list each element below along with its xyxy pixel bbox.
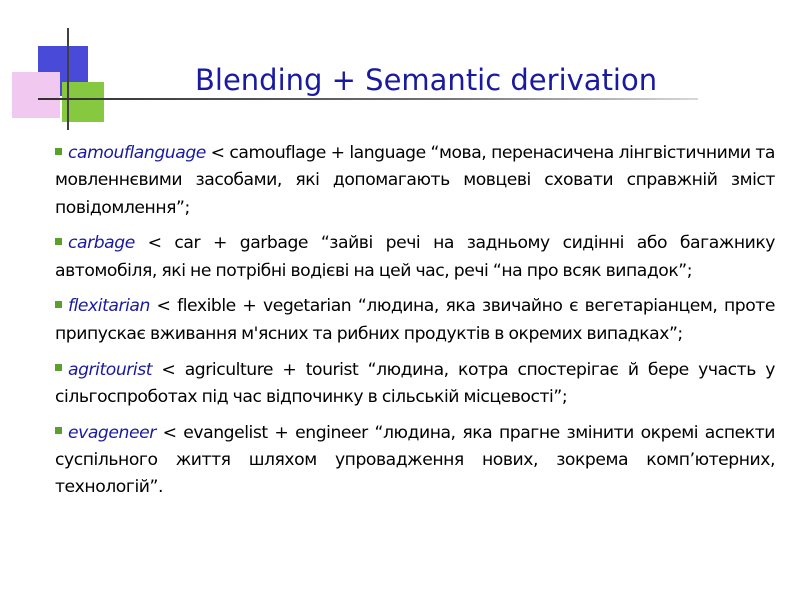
term: flexitarian	[68, 296, 150, 317]
bullet-icon	[55, 301, 62, 308]
bullet-icon	[55, 238, 62, 245]
definition: < car + garbage “зайві речі на задньому сидінні або багажнику автомобіля, які не потрібні водієві на цей час, речі “на про всяк випадок”;	[55, 233, 775, 281]
bullet-icon	[55, 427, 62, 434]
list-item	[55, 420, 775, 502]
definition: < agriculture + tourist “людина, котра спостерігає й бере участь у сільгоспроботах під час відпочинку в сільській місцевості”;	[55, 359, 775, 407]
list-item	[55, 293, 775, 348]
decorative-pink-square	[12, 72, 60, 118]
list-item	[55, 140, 775, 222]
term: evageneer	[68, 422, 156, 443]
bullet-list	[55, 140, 775, 510]
definition: < evangelist + engineer “людина, яка прагне змінити окремі аспекти суспільного життя шляхом упровадження нових, зокрема комп’ютерних, технологій”.	[55, 422, 775, 498]
slide-title: Blending + Semantic derivation	[195, 63, 658, 97]
bullet-icon	[55, 364, 62, 371]
term: camouflanguage	[68, 143, 206, 163]
term: carbage	[68, 233, 135, 254]
bullet-icon	[55, 148, 62, 155]
term: agritourist	[68, 359, 153, 380]
list-item	[55, 230, 775, 285]
decorative-vertical-line	[67, 28, 69, 130]
definition: < flexible + vegetarian “людина, яка звичайно є вегетаріанцем, проте припускає вживання м'ясних та рибних продуктів в окремих випадках”;	[55, 296, 775, 344]
definition: < camouflage + language “мова, перенасичена лінгвістичними та мовленнєвими засобами, які допомагають мовцеві сховати справжній зміст повідомлення”;	[55, 143, 775, 218]
list-item	[55, 357, 775, 412]
